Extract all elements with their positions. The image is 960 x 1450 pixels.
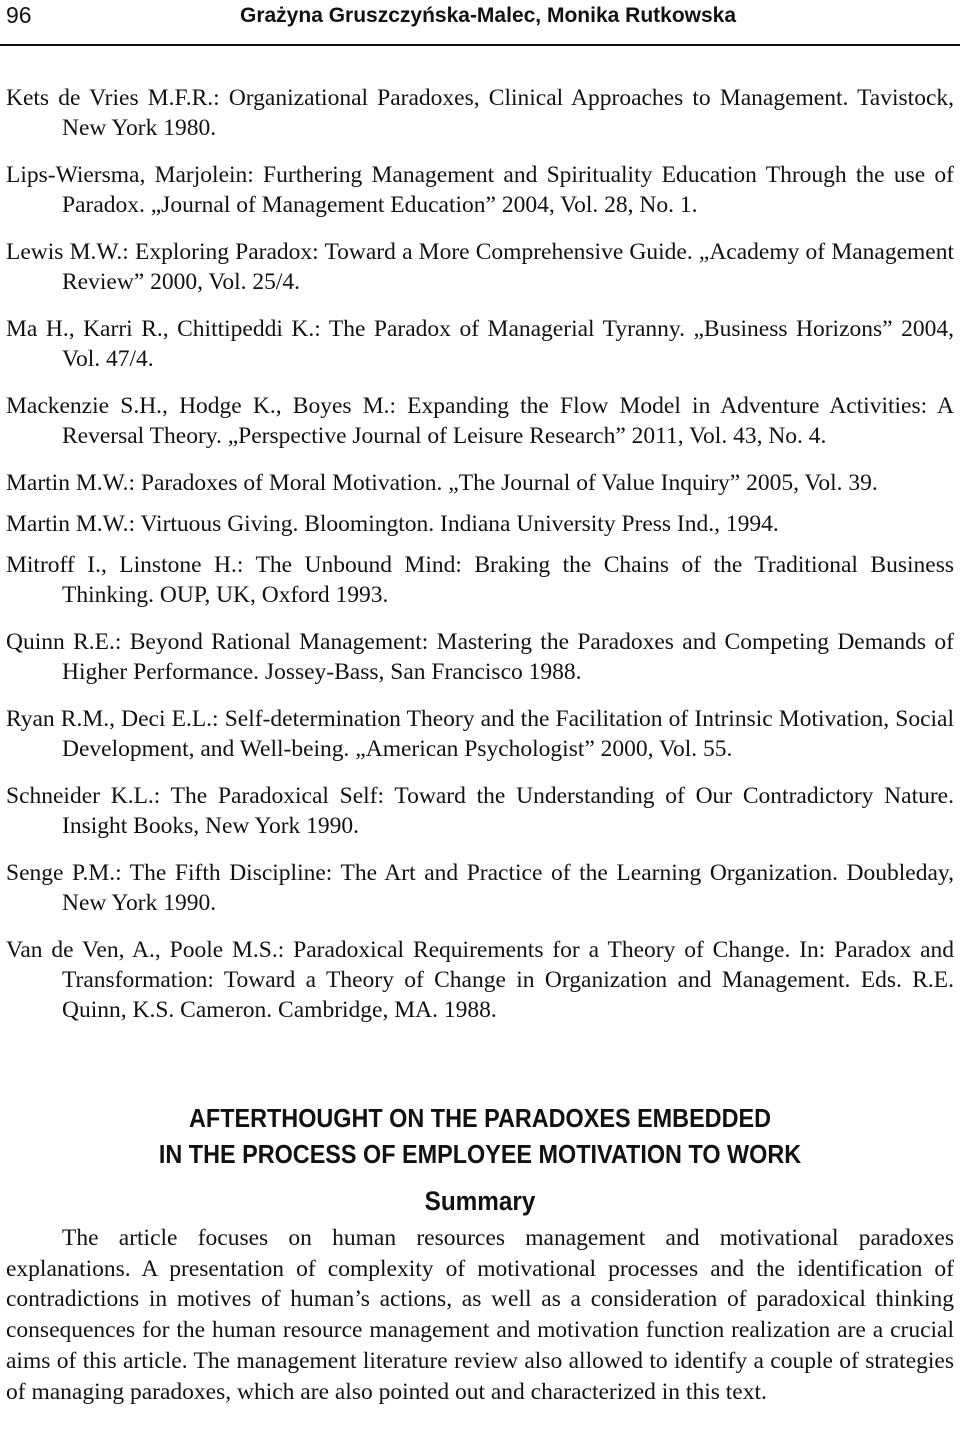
reference-entry: Lewis M.W.: Exploring Paradox: Toward a More Comprehensive Guide. „Academy of Management Review” 2000, Vol. 25/4. [6, 239, 954, 295]
reference-entry: Lips-Wiersma, Marjolein: Furthering Management and Spirituality Education Through the use of Paradox. „Journal of Management Education” 2004, Vol. 28, No. 1. [6, 162, 954, 218]
reference-list [6, 83, 954, 1042]
reference-entry: Senge P.M.: The Fifth Discipline: The Art and Practice of the Learning Organization. Doubleday, New York 1990. [6, 860, 954, 916]
summary-heading: Summary [424, 1186, 536, 1216]
article-title-line-1: AFTERTHOUGHT ON THE PARADOXES EMBEDDED [189, 1103, 771, 1133]
reference-entry: Martin M.W.: Virtuous Giving. Bloomington. Indiana University Press Ind., 1994. [6, 511, 779, 537]
reference-entry: Martin M.W.: Paradoxes of Moral Motivation. „The Journal of Value Inquiry” 2005, Vol. 39. [6, 470, 878, 496]
page-number: 96 [6, 2, 32, 28]
reference-entry: Van de Ven, A., Poole M.S.: Paradoxical Requirements for a Theory of Change. In: Paradox and Transformation: Toward a Theory of Change in Organization and Management. Eds. R.E. Quinn, K.S. Cameron. Cambridge, MA. 1988. [6, 937, 954, 1023]
reference-entry: Mitroff I., Linstone H.: The Unbound Mind: Braking the Chains of the Traditional Business Thinking. OUP, UK, Oxford 1993. [6, 552, 954, 608]
running-head-authors: Grażyna Gruszczyńska-Malec, Monika Rutkowska [240, 4, 737, 27]
header-divider [0, 44, 960, 46]
reference-entry: Ma H., Karri R., Chittipeddi K.: The Paradox of Managerial Tyranny. „Business Horizons” 2004, Vol. 47/4. [6, 316, 954, 372]
summary-paragraph: The article focuses on human resources management and motivational paradoxes explanations. A presentation of complexity of motivational processes and the identification of contradictions in motives of human’s actions, as well as a consideration of paradoxical thinking consequences for the human resource management and motivation function realization are a crucial aims of this article. The management literature review also allowed to identify a couple of strategies of managing paradoxes, which are also pointed out and characterized in this text. [6, 1225, 954, 1405]
reference-entry: Kets de Vries M.F.R.: Organizational Paradoxes, Clinical Approaches to Management. Tavistock, New York 1980. [6, 85, 954, 141]
reference-entry: Ryan R.M., Deci E.L.: Self-determination Theory and the Facilitation of Intrinsic Motivation, Social Development, and Well-being. „American Psychologist” 2000, Vol. 55. [6, 706, 954, 762]
reference-entry: Quinn R.E.: Beyond Rational Management: Mastering the Paradoxes and Competing Demands of Higher Performance. Jossey-Bass, San Francisco 1988. [6, 629, 954, 685]
reference-entry: Schneider K.L.: The Paradoxical Self: Toward the Understanding of Our Contradictory Nature. Insight Books, New York 1990. [6, 783, 954, 839]
summary-section [6, 1100, 954, 1407]
reference-entry: Mackenzie S.H., Hodge K., Boyes M.: Expanding the Flow Model in Adventure Activities: A Reversal Theory. „Perspective Journal of Leisure Research” 2011, Vol. 43, No. 4. [6, 393, 954, 449]
article-title-line-2: IN THE PROCESS OF EMPLOYEE MOTIVATION TO WORK [158, 1139, 802, 1169]
page-header [0, 0, 960, 46]
